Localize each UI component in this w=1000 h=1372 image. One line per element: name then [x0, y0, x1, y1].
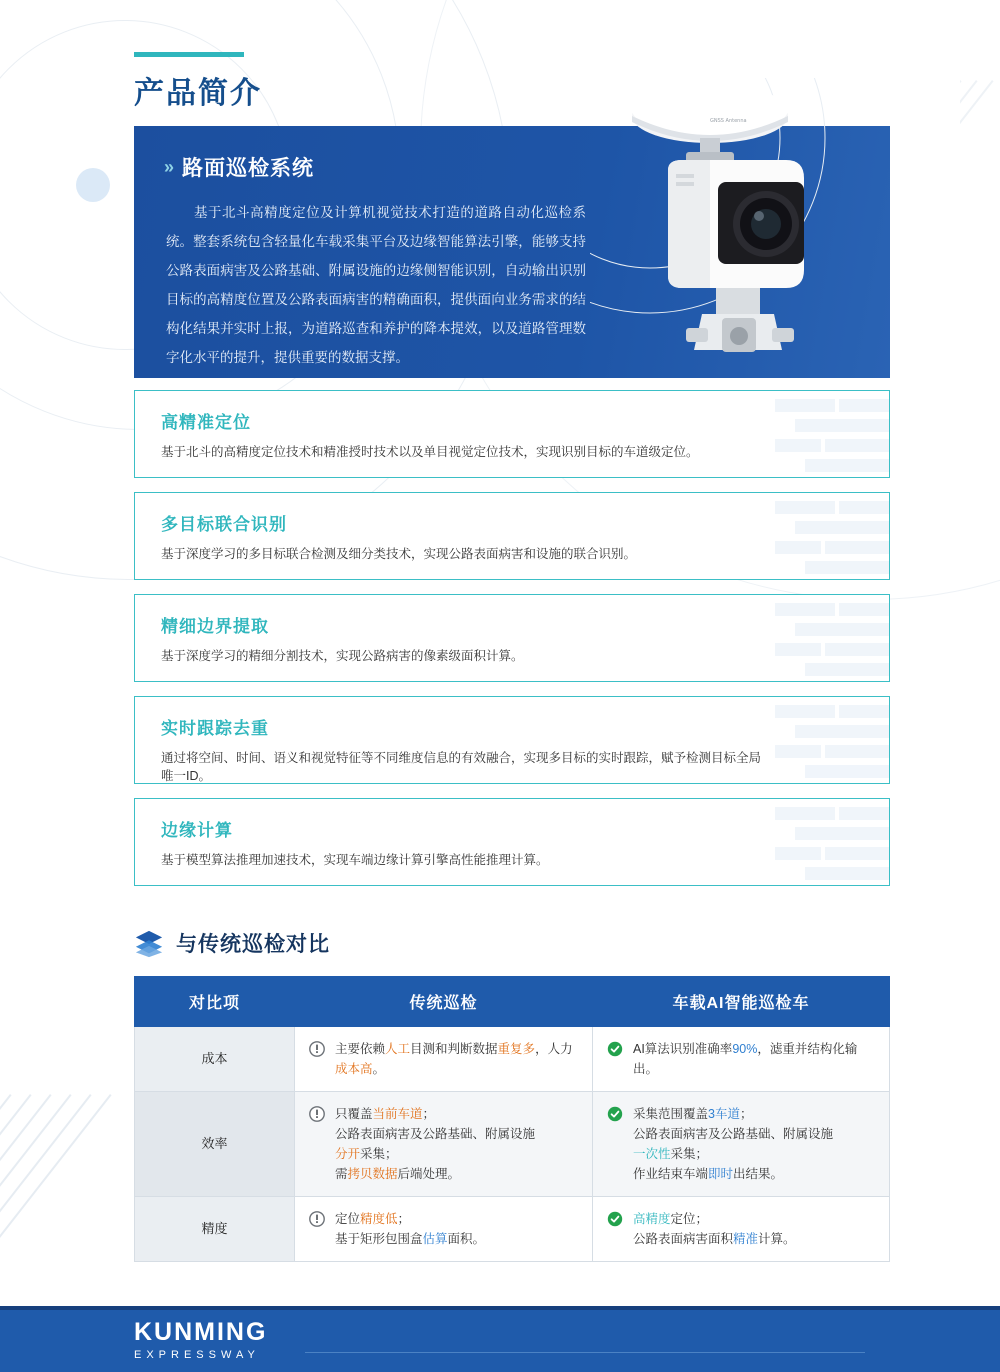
- warning-icon: [309, 1041, 325, 1063]
- cell-text: AI算法识别准确率90%，滤重并结构化输出。: [633, 1042, 858, 1076]
- feature-title: 多目标联合识别: [161, 515, 287, 534]
- warning-icon: [309, 1211, 325, 1233]
- cell-ai: [593, 1197, 890, 1262]
- brand-logo: [134, 1318, 267, 1361]
- brand-name: KUNMING: [134, 1318, 268, 1346]
- cell-ai: [593, 1092, 890, 1197]
- cell-traditional: [295, 1027, 593, 1092]
- feature-title: 边缘计算: [161, 821, 233, 840]
- feature-desc: 基于深度学习的多目标联合检测及细分类技术，实现公路表面病害和设施的联合识别。: [161, 547, 637, 561]
- row-label: 精度: [135, 1197, 295, 1262]
- cell-traditional: [295, 1197, 593, 1262]
- decor-ghost: [775, 603, 890, 679]
- feature-card: [134, 798, 890, 886]
- col-header-item: 对比项: [135, 977, 295, 1027]
- row-label: 效率: [135, 1092, 295, 1197]
- col-header-traditional: 传统巡检: [295, 977, 593, 1027]
- cell-ai: [593, 1027, 890, 1092]
- cell-text: 高精度定位； 公路表面病害面积精准计算。: [633, 1212, 796, 1246]
- cell-text: 定位精度低； 基于矩形包围盒估算面积。: [335, 1212, 486, 1246]
- comparison-table: [134, 976, 890, 1262]
- cell-text: 只覆盖当前车道； 公路表面病害及公路基础、附属设施 分开采集； 需拷贝数据后端处理。: [335, 1107, 536, 1181]
- table-row: [135, 1092, 890, 1197]
- svg-text:GNSS Antenna: GNSS Antenna: [710, 118, 747, 124]
- footer-divider: [305, 1352, 865, 1353]
- title-accent-bar: [134, 52, 244, 57]
- col-header-ai: 车载AI智能巡检车: [593, 977, 890, 1027]
- feature-desc: 基于深度学习的精细分割技术，实现公路病害的像素级面积计算。: [161, 649, 524, 663]
- row-label: 成本: [135, 1027, 295, 1092]
- hero-description: 基于北斗高精度定位及计算机视觉技术打造的道路自动化巡检系统。整套系统包含轻量化车载采集平台及边缘智能算法引擎，能够支持公路表面病害及公路基础、附属设施的边缘侧智能识别，自动输出识别目标的高精度位置及公路表面病害的精确面积，提供面向业务需求的结构化结果并实时上报，为道路巡查和养护的降本提效，以及道路管理数字化水平的提升，提供重要的数据支撑。: [166, 205, 586, 365]
- chevron-right-icon: »: [164, 156, 175, 177]
- cell-text: 采集范围覆盖3车道； 公路表面病害及公路基础、附属设施 一次性采集； 作业结束车端即时出结果。: [633, 1107, 834, 1181]
- decor-ghost: [775, 501, 890, 577]
- feature-card: [134, 594, 890, 682]
- table-row: [135, 1027, 890, 1092]
- feature-card: [134, 390, 890, 478]
- camera-illustration: [590, 78, 910, 388]
- cell-text: 主要依赖人工目测和判断数据重复多，人力成本高。: [335, 1042, 573, 1076]
- feature-desc: 通过将空间、时间、语义和视觉特征等不同维度信息的有效融合，实现多目标的实时跟踪，赋予检测目标全局唯一ID。: [161, 751, 762, 783]
- decor-dot: [76, 168, 110, 202]
- check-icon: [607, 1041, 623, 1063]
- check-icon: [607, 1106, 623, 1128]
- feature-title: 精细边界提取: [161, 617, 269, 636]
- feature-desc: 基于模型算法推理加速技术，实现车端边缘计算引擎高性能推理计算。: [161, 853, 549, 867]
- table-row: [135, 1197, 890, 1262]
- feature-title: 高精准定位: [161, 413, 251, 432]
- page-footer: [0, 1306, 1000, 1372]
- decor-ghost: [775, 399, 890, 475]
- decor-stripes-right: [960, 0, 1000, 1300]
- feature-desc: 基于北斗的高精度定位技术和精准授时技术以及单目视觉定位技术，实现识别目标的车道级定位。: [161, 445, 699, 459]
- feature-card: [134, 696, 890, 784]
- warning-icon: [309, 1106, 325, 1128]
- page-title: 产品简介: [134, 77, 262, 110]
- decor-ghost: [775, 705, 890, 781]
- layers-icon: [134, 928, 164, 958]
- cell-traditional: [295, 1092, 593, 1197]
- hero-title: 路面巡检系统: [182, 157, 315, 180]
- comparison-heading: [134, 928, 330, 958]
- brand-subtitle: EXPRESSWAY: [134, 1349, 260, 1361]
- footer-top-line: [0, 1306, 1000, 1310]
- feature-title: 实时跟踪去重: [161, 719, 269, 738]
- comparison-title: 与传统巡检对比: [176, 933, 330, 956]
- table-header-row: [135, 977, 890, 1027]
- check-icon: [607, 1211, 623, 1233]
- feature-card: [134, 492, 890, 580]
- decor-ghost: [775, 807, 890, 883]
